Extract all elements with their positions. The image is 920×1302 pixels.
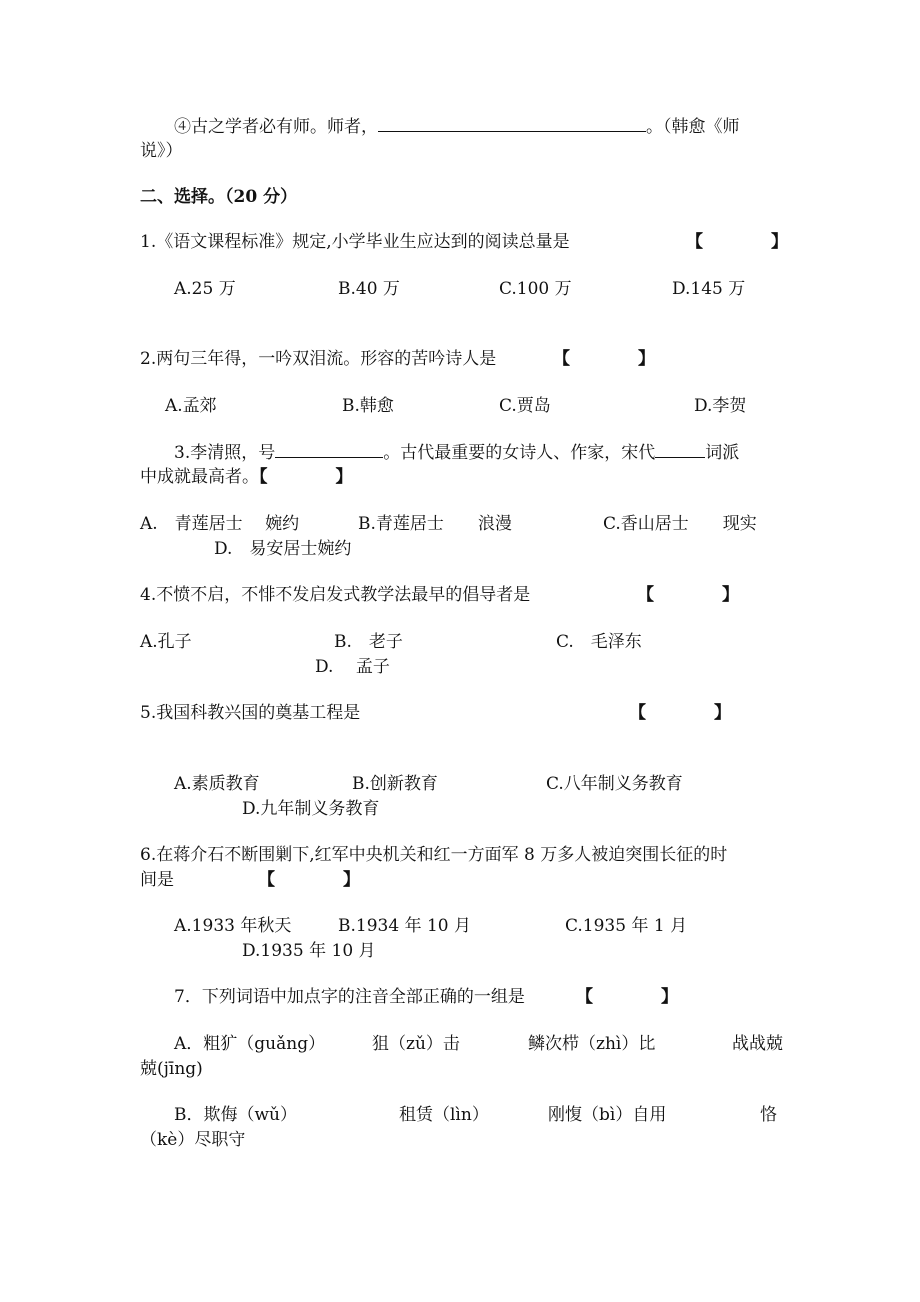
answer-blank — [275, 441, 383, 458]
option-b: B.创新教育 — [352, 774, 438, 794]
answer-bracket: 【 】 — [629, 703, 731, 723]
line-continuation: 说》） — [140, 141, 183, 161]
option-d: D. 孟子 — [315, 657, 390, 677]
answer-bracket: 【 】 — [553, 349, 655, 369]
option-a: A. 青莲居士 婉约 — [140, 514, 300, 534]
option-c: C.八年制义务教育 — [546, 774, 683, 794]
option-b-continuation: （kè）尽职守 — [140, 1130, 246, 1150]
option-a: A.孔子 — [140, 632, 192, 652]
option-a-item-1: A．粗犷（guǎng） — [174, 1034, 326, 1054]
line-text: ④古之学者必有师。师者， — [174, 117, 378, 137]
option-a-item-4: 战战兢 — [732, 1034, 783, 1054]
option-a: A.孟郊 — [165, 396, 217, 416]
answer-bracket: 【 】 — [258, 870, 360, 890]
option-b-item-4: 恪 — [760, 1105, 777, 1125]
option-a: A.1933 年秋天 — [174, 916, 292, 936]
answer-bracket: 【 】 — [576, 987, 678, 1007]
option-b: B.40 万 — [338, 279, 400, 299]
question-1: 1.《语文课程标准》规定,小学毕业生应达到的阅读总量是 — [140, 232, 570, 252]
option-a-item-2: 狙（zǔ）击 — [372, 1034, 460, 1054]
question-5: 5.我国科教兴国的奠基工程是 — [140, 703, 361, 723]
fill-blank-line-4 — [174, 115, 740, 138]
option-b: B.韩愈 — [342, 396, 394, 416]
option-a-item-3: 鳞次栉（zhì）比 — [528, 1034, 656, 1054]
answer-blank — [378, 115, 646, 132]
section-heading: 二、选择。（20 分） — [140, 187, 298, 207]
option-d: D. 易安居士婉约 — [214, 539, 352, 559]
option-b: B.1934 年 10 月 — [338, 916, 472, 936]
question-6: 6.在蒋介石不断围剿下,红军中央机关和红一方面军 8 万多人被迫突围长征的时 — [140, 845, 728, 865]
option-d: D.九年制义务教育 — [242, 799, 380, 819]
question-4: 4.不愤不启，不悱不发启发式教学法最早的倡导者是 — [140, 585, 531, 605]
question-7: 7．下列词语中加点字的注音全部正确的一组是 — [174, 987, 525, 1007]
option-a-continuation: 兢(jīng) — [140, 1059, 203, 1079]
option-d: D.1935 年 10 月 — [242, 941, 376, 961]
question-2: 2.两句三年得，一吟双泪流。形容的苦吟诗人是 — [140, 349, 497, 369]
option-a: A.素质教育 — [174, 774, 260, 794]
option-d: D.李贺 — [694, 396, 747, 416]
line-text: 。（韩愈《师 — [646, 117, 740, 137]
question-3-continuation — [140, 466, 353, 488]
option-c: C.香山居士 现实 — [603, 514, 757, 534]
question-6-continuation — [140, 869, 174, 891]
question-3 — [174, 441, 739, 464]
line-text: 间是 — [140, 870, 174, 890]
line-text: 中成就最高者。 — [140, 467, 259, 487]
option-c: C.100 万 — [499, 279, 572, 299]
line-text: 3.李清照，号 — [174, 443, 276, 463]
option-b-item-2: 租赁（lìn） — [399, 1105, 489, 1125]
option-d: D.145 万 — [672, 279, 746, 299]
answer-blank — [655, 441, 705, 458]
option-b: B. 老子 — [334, 632, 403, 652]
answer-bracket: 【 】 — [686, 232, 788, 252]
option-b: B.青莲居士 浪漫 — [358, 514, 512, 534]
option-b-item-1: B．欺侮（wǔ） — [174, 1105, 297, 1125]
line-text: 词派 — [705, 443, 740, 463]
option-c: C.1935 年 1 月 — [565, 916, 688, 936]
answer-bracket: 【 】 — [259, 467, 353, 487]
answer-bracket: 【 】 — [637, 585, 739, 605]
line-text: 。古代最重要的女诗人、作家，宋代 — [383, 443, 656, 463]
option-c: C. 毛泽东 — [556, 632, 642, 652]
option-a: A.25 万 — [174, 279, 236, 299]
option-b-item-3: 刚愎（bì）自用 — [548, 1105, 667, 1125]
option-c: C.贾岛 — [499, 396, 551, 416]
